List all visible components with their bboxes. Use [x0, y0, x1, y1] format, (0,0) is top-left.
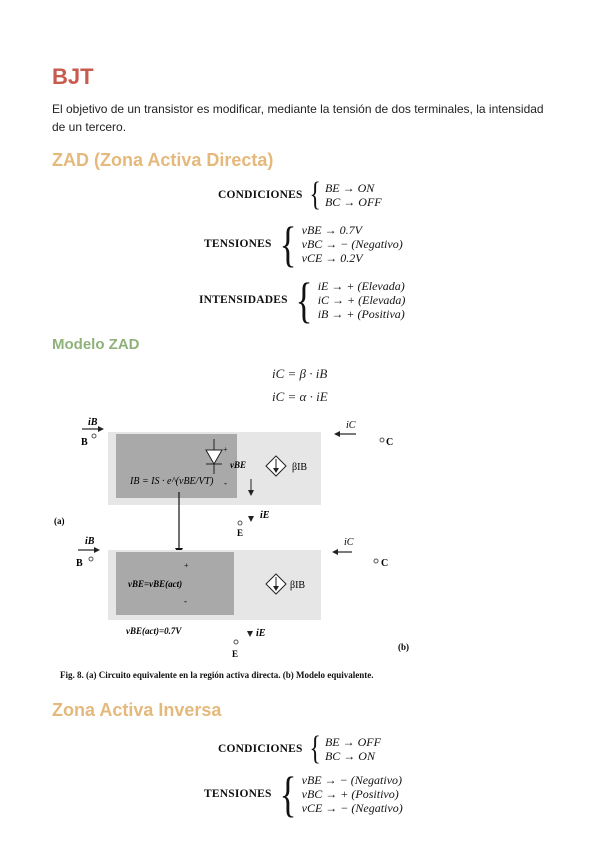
terminal-c-dot — [374, 559, 378, 563]
page-title: BJT — [52, 64, 94, 89]
intro-paragraph: El objetivo de un transistor es modificar, mediante la tensión de dos terminales, la intensidad de un tercero. — [52, 102, 544, 134]
zad-heading: ZAD (Zona Activa Directa) — [52, 150, 274, 170]
ie-arrow-head — [248, 516, 254, 522]
ic-arrow-head — [334, 431, 340, 437]
equation-ic-beta: iC = β · iB — [272, 366, 328, 381]
circuit-figure — [50, 412, 420, 664]
plus-sign: + — [184, 561, 189, 570]
condiciones-label: CONDICIONES — [218, 189, 303, 201]
condition-line: BE → OFF — [324, 735, 381, 749]
tension-line: vCE → 0.2V — [301, 251, 363, 265]
minus-sign: - — [224, 478, 227, 488]
intensidad-line: iE → + (Elevada) — [317, 279, 405, 293]
figure-label-b: (b) — [398, 642, 409, 652]
diode-equation: IB = IS · e^(vBE/VT) — [130, 476, 214, 487]
terminal-e-label: E — [232, 649, 239, 659]
brace-icon: { — [279, 216, 297, 272]
tension-line: vCE → − (Negativo) — [301, 801, 403, 815]
ie-arrow-head — [247, 631, 253, 637]
terminal-b-dot — [89, 557, 93, 561]
ic-label: iC — [346, 420, 356, 431]
condition-line: BE → ON — [324, 181, 375, 195]
beta-ib-label: βIB — [292, 462, 308, 473]
zad-condiciones — [218, 176, 382, 213]
tensiones-label: TENSIONES — [204, 788, 272, 800]
intensidad-line: iC → + (Elevada) — [317, 293, 406, 307]
brace-icon: { — [295, 272, 313, 328]
figure-label-a: (a) — [54, 516, 65, 526]
tension-line: vBC → + (Positivo) — [301, 787, 399, 801]
condition-line: BC → OFF — [324, 195, 382, 209]
figure-caption: Fig. 8. (a) Circuito equivalente en la región activa directa. (b) Modelo equivalente. — [60, 670, 374, 680]
terminal-e-dot — [238, 521, 242, 525]
intensidades-label: INTENSIDADES — [199, 294, 288, 306]
terminal-b-label: B — [76, 558, 83, 569]
ic-label: iC — [344, 537, 354, 548]
terminal-c-dot — [380, 438, 384, 442]
zai-condiciones — [218, 730, 381, 767]
tension-line: vBE → − (Negativo) — [301, 773, 403, 787]
plus-sign: + — [223, 445, 228, 454]
brace-icon: { — [309, 176, 321, 213]
ib-arrow-head — [98, 426, 104, 432]
terminal-e-dot — [234, 640, 238, 644]
modelo-zad-heading: Modelo ZAD — [52, 336, 140, 353]
terminal-b-label: B — [81, 437, 88, 448]
minus-sign: - — [184, 596, 187, 606]
condition-line: BC → ON — [324, 749, 375, 763]
brace-icon: { — [279, 766, 297, 822]
zai-heading: Zona Activa Inversa — [52, 700, 222, 720]
ie-label: iE — [256, 628, 266, 639]
tensiones-label: TENSIONES — [204, 238, 272, 250]
equation-ic-alpha: iC = α · iE — [272, 389, 328, 404]
zad-tensiones — [204, 216, 403, 272]
zad-intensidades — [199, 272, 406, 328]
terminal-e-label: E — [237, 528, 244, 538]
ib-label: iB — [85, 536, 95, 547]
figure-a-inner-box — [116, 434, 237, 498]
tension-line: vBC → − (Negativo) — [301, 237, 403, 251]
vbe-label: vBE — [230, 460, 247, 470]
terminal-c-label: C — [386, 437, 394, 448]
terminal-b-dot — [92, 434, 96, 438]
beta-ib-label: βIB — [290, 580, 306, 591]
ib-arrow-head — [94, 547, 100, 553]
ib-label: iB — [88, 417, 98, 428]
intensidad-line: iB → + (Positiva) — [317, 307, 405, 321]
ic-arrow-head — [332, 549, 338, 555]
condiciones-label: CONDICIONES — [218, 743, 303, 755]
zai-tensiones — [204, 766, 403, 822]
vbe-act-value: vBE(act)=0.7V — [126, 626, 182, 636]
terminal-c-label: C — [381, 558, 389, 569]
ie-label: iE — [260, 510, 270, 521]
vbe-act-label: vBE=vBE(act) — [128, 579, 183, 589]
tension-line: vBE → 0.7V — [301, 223, 362, 237]
brace-icon: { — [309, 730, 321, 767]
